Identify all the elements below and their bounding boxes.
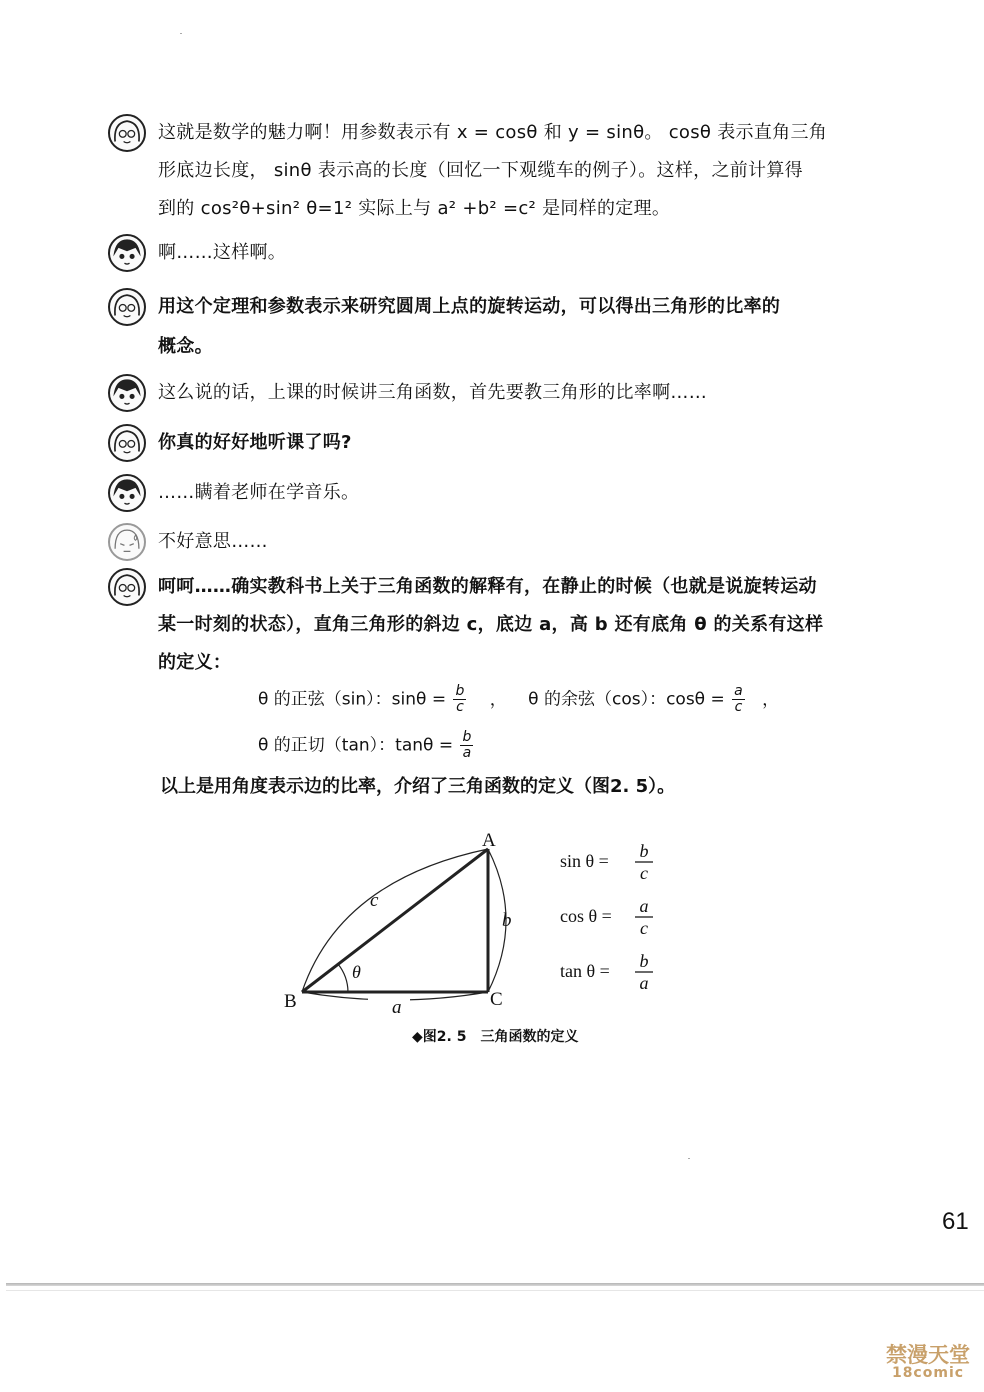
tan-formula-numerator: b [639, 951, 649, 971]
footer-rule [6, 1283, 984, 1286]
angle-arc [338, 964, 348, 992]
separator-comma: ， [489, 689, 507, 710]
watermark-line-1: 禁漫天堂 [886, 1343, 970, 1367]
sin-definition-label: θ 的正弦（sin）：sinθ = [258, 689, 447, 710]
tan-formula-lhs: tan θ = [560, 961, 610, 981]
side-a-label: a [392, 997, 402, 1018]
page-number: 61 [942, 1208, 969, 1235]
dialogue-line: 形底边长度， sinθ 表示高的长度（回忆一下观缆车的例子）。这样，之前计算得 [158, 160, 803, 181]
sin-fraction [453, 684, 466, 715]
vertex-c-label: C [490, 989, 503, 1010]
dialogue-line: 概念。 [158, 336, 213, 357]
cos-fraction [732, 684, 745, 715]
vertex-a-label: A [482, 830, 496, 851]
definition-sin-cos [258, 684, 779, 715]
triangle-figure [270, 820, 690, 1030]
scan-speck [688, 1158, 690, 1159]
dialogue-line: 到的 cos²θ+sin² θ=1² 实际上与 a² +b² =c² 是同样的定理。 [158, 198, 671, 219]
side-c-label: c [370, 890, 379, 911]
formula-list [560, 841, 653, 993]
dialogue-line: 啊……这样啊。 [158, 242, 287, 263]
dialogue-line: 某一时刻的状态），直角三角形的斜边 c，底边 a，高 b 还有底角 θ 的关系有这样 [158, 614, 824, 635]
cos-formula [560, 896, 653, 938]
definition-tan [258, 730, 475, 761]
base-label-gap [368, 996, 410, 1010]
sin-formula-lhs: sin θ = [560, 851, 609, 871]
teacher-avatar-icon [108, 288, 146, 326]
sin-numerator: b [455, 683, 465, 699]
cos-formula-lhs: cos θ = [560, 906, 612, 926]
student-avatar-icon [108, 234, 146, 272]
dialogue-line: 你真的好好地听课了吗? [158, 432, 352, 453]
tan-formula [560, 951, 653, 993]
sin-formula [560, 841, 653, 883]
footer-rule-shadow [6, 1290, 984, 1291]
watermark-logo [876, 1345, 980, 1380]
dialogue-line: ……瞒着老师在学音乐。 [158, 482, 360, 503]
dialogue-line: 呵呵……确实教科书上关于三角函数的解释有，在静止的时候（也就是说旋转运动 [158, 576, 817, 597]
teacher-avatar-icon [108, 114, 146, 152]
scan-speck [180, 33, 182, 34]
sin-denominator: c [456, 699, 464, 715]
triangle-diagram [284, 830, 512, 1018]
tan-fraction [460, 730, 473, 761]
cos-denominator: c [734, 699, 743, 715]
dialogue-line: 这么说的话，上课的时候讲三角函数，首先要教三角形的比率啊…… [158, 382, 707, 403]
dialogue-line: 的定义： [158, 652, 232, 673]
sin-formula-denominator: c [640, 863, 648, 883]
angle-theta-label: θ [352, 962, 361, 982]
sin-formula-numerator: b [639, 841, 649, 861]
trailing-comma: ， [762, 689, 780, 710]
tan-denominator: a [462, 745, 472, 761]
cos-formula-numerator: a [639, 896, 649, 916]
dialogue-line: 用这个定理和参数表示来研究圆周上点的旋转运动，可以得出三角形的比率的 [158, 296, 781, 317]
teacher-avatar-icon [108, 568, 146, 606]
student-sweat-avatar-icon [108, 523, 146, 561]
dialogue-line: 这就是数学的魅力啊！用参数表示有 x = cosθ 和 y = sinθ。 cosθ 表示直角三角 [158, 122, 828, 143]
student-avatar-icon [108, 374, 146, 412]
teacher-avatar-icon [108, 424, 146, 462]
student-avatar-icon [108, 474, 146, 512]
hypotenuse-line [302, 849, 488, 992]
summary-text: 以上是用角度表示边的比率，介绍了三角函数的定义（图2. 5）。 [160, 776, 676, 797]
tan-numerator: b [462, 729, 472, 745]
tan-formula-denominator: a [639, 973, 649, 993]
figure-caption: ◆图2. 5 三角函数的定义 [412, 1029, 579, 1045]
tan-definition-label: θ 的正切（tan）：tanθ = [258, 735, 454, 756]
vertex-b-label: B [284, 991, 297, 1012]
cos-formula-denominator: c [640, 918, 648, 938]
cos-numerator: a [734, 683, 743, 699]
watermark-line-2: 18comic [891, 1365, 965, 1381]
dialogue-line: 不好意思…… [158, 531, 268, 552]
side-b-label: b [502, 910, 512, 931]
cos-definition-label: θ 的余弦（cos）：cosθ = [528, 689, 725, 710]
